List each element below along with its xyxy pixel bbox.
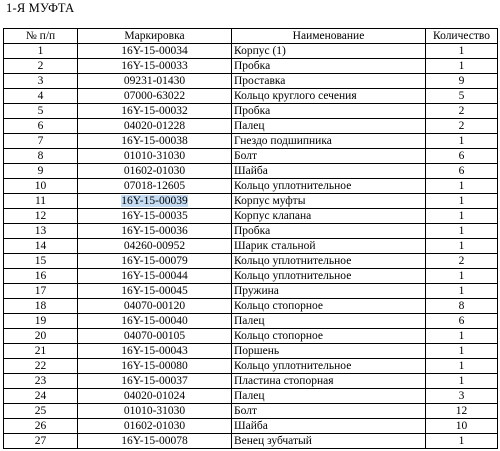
part-code-cell: 01602-01030 [78, 164, 232, 179]
part-name-cell: Кольцо уплотнительное [232, 179, 426, 194]
page-title: 1-Я МУФТА [6, 1, 75, 15]
part-name-cell: Проставка [232, 74, 426, 89]
table-row [4, 269, 498, 284]
table-row [4, 254, 498, 269]
part-code-cell: 04070-00120 [78, 299, 232, 314]
part-code-cell: 01010-31030 [78, 404, 232, 419]
table-row [4, 194, 498, 209]
part-code-cell: 16Y-15-00033 [78, 59, 232, 74]
quantity-cell: 1 [426, 434, 498, 449]
row-number-cell: 16 [4, 269, 78, 284]
part-code-cell: 04020-01024 [78, 389, 232, 404]
quantity-cell: 5 [426, 89, 498, 104]
part-code-cell: 16Y-15-00044 [78, 269, 232, 284]
selected-text-highlight[interactable]: 16Y-15-00039 [121, 195, 188, 207]
quantity-cell: 2 [426, 104, 498, 119]
part-name-cell: Поршень [232, 344, 426, 359]
table-row [4, 44, 498, 59]
table-row [4, 404, 498, 419]
row-number-cell: 13 [4, 224, 78, 239]
part-name-cell: Болт [232, 149, 426, 164]
row-number-cell: 12 [4, 209, 78, 224]
part-code-cell: 16Y-15-00032 [78, 104, 232, 119]
part-name-cell: Палец [232, 119, 426, 134]
header-row [4, 29, 498, 44]
row-number-cell: 3 [4, 74, 78, 89]
part-name-cell: Венец зубчатый [232, 434, 426, 449]
row-number-cell: 4 [4, 89, 78, 104]
row-number-cell: 21 [4, 344, 78, 359]
table-row [4, 134, 498, 149]
row-number-cell: 11 [4, 194, 78, 209]
column-header-name: Наименование [232, 29, 426, 44]
table-header [4, 29, 498, 44]
column-header-quantity: Количество [426, 29, 498, 44]
quantity-cell: 1 [426, 224, 498, 239]
row-number-cell: 19 [4, 314, 78, 329]
quantity-cell: 1 [426, 344, 498, 359]
part-code-cell: 16Y-15-00043 [78, 344, 232, 359]
row-number-cell: 27 [4, 434, 78, 449]
part-code-cell: 16Y-15-00079 [78, 254, 232, 269]
part-name-cell: Кольцо уплотнительное [232, 359, 426, 374]
part-name-cell: Шайба [232, 419, 426, 434]
row-number-cell: 25 [4, 404, 78, 419]
part-name-cell: Кольцо стопорное [232, 329, 426, 344]
part-name-cell: Кольцо круглого сечения [232, 89, 426, 104]
quantity-cell: 6 [426, 149, 498, 164]
part-code-cell: 16Y-15-00037 [78, 374, 232, 389]
part-code-cell: 16Y-15-00045 [78, 284, 232, 299]
part-name-cell: Пробка [232, 224, 426, 239]
row-number-cell: 14 [4, 239, 78, 254]
row-number-cell: 18 [4, 299, 78, 314]
row-number-cell: 17 [4, 284, 78, 299]
part-name-cell: Болт [232, 404, 426, 419]
table-row [4, 374, 498, 389]
row-number-cell: 1 [4, 44, 78, 59]
table-row [4, 329, 498, 344]
row-number-cell: 26 [4, 419, 78, 434]
part-code-cell: 16Y-15-00078 [78, 434, 232, 449]
quantity-cell: 12 [426, 404, 498, 419]
table-row [4, 59, 498, 74]
part-name-cell: Шарик стальной [232, 239, 426, 254]
part-name-cell: Кольцо стопорное [232, 299, 426, 314]
row-number-cell: 9 [4, 164, 78, 179]
quantity-cell: 9 [426, 74, 498, 89]
quantity-cell: 10 [426, 419, 498, 434]
quantity-cell: 1 [426, 209, 498, 224]
part-code-cell: 16Y-15-00036 [78, 224, 232, 239]
table-row [4, 179, 498, 194]
row-number-cell: 7 [4, 134, 78, 149]
quantity-cell: 1 [426, 44, 498, 59]
table-row [4, 314, 498, 329]
quantity-cell: 8 [426, 299, 498, 314]
part-code-cell: 16Y-15-00080 [78, 359, 232, 374]
row-number-cell: 10 [4, 179, 78, 194]
part-code-cell: 16Y-15-00040 [78, 314, 232, 329]
parts-table [3, 28, 498, 449]
part-code-cell: 04070-00105 [78, 329, 232, 344]
quantity-cell: 2 [426, 254, 498, 269]
part-name-cell: Кольцо уплотнительное [232, 254, 426, 269]
row-number-cell: 2 [4, 59, 78, 74]
part-code-cell: 01010-31030 [78, 149, 232, 164]
part-code-cell: 09231-01430 [78, 74, 232, 89]
table-row [4, 224, 498, 239]
table-row [4, 359, 498, 374]
part-code-cell: 01602-01030 [78, 419, 232, 434]
part-name-cell: Гнездо подшипника [232, 134, 426, 149]
table-row [4, 74, 498, 89]
part-code-cell: 07000-63022 [78, 89, 232, 104]
quantity-cell: 1 [426, 329, 498, 344]
quantity-cell: 1 [426, 59, 498, 74]
row-number-cell: 20 [4, 329, 78, 344]
part-code-cell: 04020-01228 [78, 119, 232, 134]
part-name-cell: Кольцо уплотнительное [232, 269, 426, 284]
part-name-cell: Пластина стопорная [232, 374, 426, 389]
row-number-cell: 24 [4, 389, 78, 404]
table-row [4, 299, 498, 314]
quantity-cell: 1 [426, 359, 498, 374]
column-header-code: Маркировка [78, 29, 232, 44]
part-name-cell: Палец [232, 314, 426, 329]
quantity-cell: 1 [426, 194, 498, 209]
quantity-cell: 1 [426, 179, 498, 194]
part-code-cell [78, 194, 232, 209]
quantity-cell: 1 [426, 134, 498, 149]
table-row [4, 239, 498, 254]
part-code-cell: 16Y-15-00035 [78, 209, 232, 224]
quantity-cell: 1 [426, 269, 498, 284]
table-row [4, 419, 498, 434]
table-body [4, 44, 498, 449]
part-name-cell: Шайба [232, 164, 426, 179]
quantity-cell: 6 [426, 164, 498, 179]
part-code-cell: 16Y-15-00038 [78, 134, 232, 149]
table-row [4, 164, 498, 179]
part-name-cell: Палец [232, 389, 426, 404]
part-code-cell: 04260-00952 [78, 239, 232, 254]
table-row [4, 389, 498, 404]
column-header-number: № п/п [4, 29, 78, 44]
part-name-cell: Корпус (1) [232, 44, 426, 59]
quantity-cell: 2 [426, 119, 498, 134]
row-number-cell: 6 [4, 119, 78, 134]
row-number-cell: 5 [4, 104, 78, 119]
row-number-cell: 22 [4, 359, 78, 374]
table-row [4, 284, 498, 299]
part-name-cell: Пробка [232, 104, 426, 119]
table-row [4, 209, 498, 224]
row-number-cell: 8 [4, 149, 78, 164]
table-row [4, 89, 498, 104]
part-name-cell: Пробка [232, 59, 426, 74]
row-number-cell: 15 [4, 254, 78, 269]
part-name-cell: Корпус муфты [232, 194, 426, 209]
table-row [4, 119, 498, 134]
part-code-cell: 07018-12605 [78, 179, 232, 194]
quantity-cell: 6 [426, 314, 498, 329]
quantity-cell: 1 [426, 239, 498, 254]
quantity-cell: 3 [426, 389, 498, 404]
quantity-cell: 1 [426, 284, 498, 299]
table-row [4, 344, 498, 359]
quantity-cell: 1 [426, 374, 498, 389]
row-number-cell: 23 [4, 374, 78, 389]
table-row [4, 434, 498, 449]
part-code-cell: 16Y-15-00034 [78, 44, 232, 59]
part-name-cell: Пружина [232, 284, 426, 299]
table-row [4, 104, 498, 119]
part-name-cell: Корпус клапана [232, 209, 426, 224]
table-row [4, 149, 498, 164]
